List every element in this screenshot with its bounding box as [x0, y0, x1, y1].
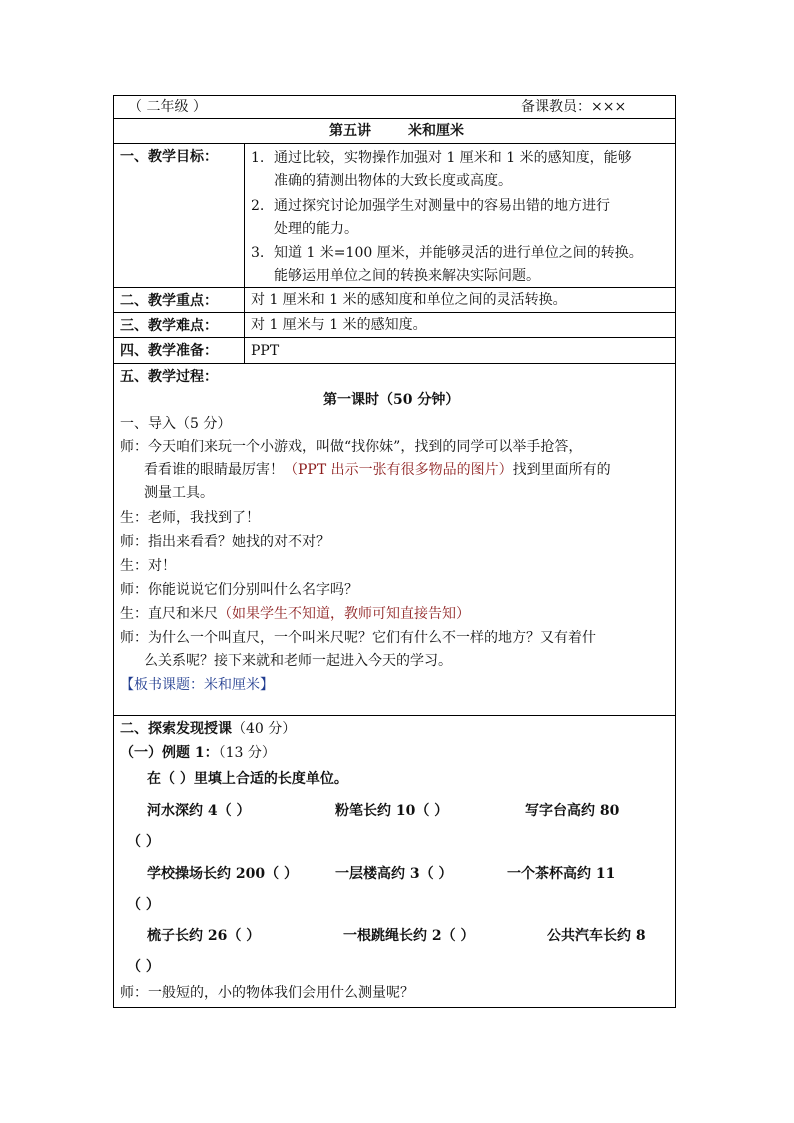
exercise-r2-c3: 一个茶杯高约 11 [507, 866, 616, 882]
exercise-r1-c1: 河水深约 4（ ） [147, 803, 251, 819]
grade-label: （ 二年级 ） [128, 99, 207, 115]
example-heading [120, 744, 276, 762]
exercise-r3-c3: 公共汽车长约 8 [547, 928, 646, 944]
teacher-line-1c: 测量工具。 [144, 485, 214, 501]
key-points-label: 二、教学重点： [114, 288, 245, 312]
preparation-label: 四、教学准备： [114, 338, 245, 363]
student-line-1: 生：老师，我找到了！ [120, 510, 260, 526]
lecture-number: 第五讲 [329, 123, 371, 139]
teacher-line-3: 师：你能说说它们分别叫什么名字吗？ [120, 582, 358, 598]
lecture-topic: 米和厘米 [408, 123, 464, 139]
objective-1-num: 1. [251, 150, 265, 166]
teacher-line-1a: 师：今天咱们来玩一个小游戏，叫做“找你妹”，找到的同学可以举手抢答， [120, 439, 583, 455]
process-label: 五、教学过程： [120, 369, 218, 385]
difficulties-row [114, 313, 675, 338]
student-line-2: 生：对！ [120, 558, 176, 574]
exercise-r1-tail: （ ） [127, 834, 160, 850]
objective-1-line-1: 通过比较，实物操作加强对 1 厘米和 1 米的感知度，能够 [274, 150, 632, 166]
student-line-3-text: 生：直尺和米尺 [120, 606, 218, 622]
title-row [114, 119, 675, 144]
key-points-row [114, 288, 675, 313]
preparation-row [114, 338, 675, 364]
student-line-3 [120, 605, 470, 623]
exercise-r2-tail: （ ） [127, 897, 160, 913]
objective-1-line-2: 准确的猜测出物体的大致长度或高度。 [274, 173, 512, 189]
objective-3-line-2: 能够运用单位之间的转换来解决实际问题。 [274, 268, 540, 284]
session-heading: 第一课时（50 分钟） [323, 392, 460, 408]
exercise-r2-c1: 学校操场长约 200（ ） [147, 866, 298, 882]
teacher-line-4a: 师：为什么一个叫直尺，一个叫米尺呢？它们有什么不一样的地方？又有着什 [120, 630, 596, 646]
teacher-line-1b-text: 看看谁的眼睛最厉害！ [144, 462, 284, 478]
teacher-line-4b: 么关系呢？接下来就和老师一起进入今天的学习。 [144, 653, 452, 669]
header-row [114, 96, 675, 119]
board-title: 【板书课题：米和厘米】 [120, 677, 274, 693]
objectives-body [245, 144, 675, 287]
teacher-line-1b-end: 找到里面所有的 [512, 462, 611, 478]
preparation-text: PPT [251, 343, 280, 359]
process-intro-row [114, 364, 675, 716]
difficulties-text: 对 1 厘米与 1 米的感知度。 [251, 317, 427, 333]
explore-heading-time: （40 分） [232, 721, 297, 737]
exercise-r3-c2: 一根跳绳长约 2（ ） [343, 928, 475, 944]
teacher-label: 备课教员：××× [521, 99, 627, 115]
intro-heading: 一、导入（5 分） [120, 416, 232, 432]
exercise-instruction: 在（ ）里填上合适的长度单位。 [147, 771, 348, 787]
key-points-text: 对 1 厘米和 1 米的感知度和单位之间的灵活转换。 [251, 292, 567, 308]
objective-3-num: 3. [251, 245, 265, 261]
example-heading-text: （一）例题 1： [120, 745, 219, 761]
teacher-line-1b [144, 461, 611, 479]
teacher-note: （如果学生不知道，教师可知直接告知） [218, 606, 470, 622]
ppt-note: （PPT 出示一张有很多物品的图片） [284, 462, 513, 478]
explore-heading-text: 二、探索发现授课 [120, 721, 232, 737]
objectives-row [114, 144, 675, 288]
objective-2-line-2: 处理的能力。 [274, 221, 358, 237]
objective-2-line-1: 通过探究讨论加强学生对测量中的容易出错的地方进行 [274, 198, 610, 214]
teacher-line-2: 师：指出来看看？她找的对不对？ [120, 534, 330, 550]
exercise-r3-c1: 梳子长约 26（ ） [147, 928, 261, 944]
lesson-plan-table [113, 95, 676, 1008]
objectives-label: 一、教学目标： [114, 144, 245, 287]
exercise-r3-tail: （ ） [127, 959, 160, 975]
example-heading-time: （13 分） [218, 745, 276, 761]
objective-2-num: 2. [251, 198, 265, 214]
difficulties-label: 三、教学难点： [114, 313, 245, 337]
explore-heading [120, 720, 296, 738]
exercise-r2-c2: 一层楼高约 3（ ） [335, 866, 453, 882]
closing-question: 师：一般短的，小的物体我们会用什么测量呢？ [120, 985, 414, 1001]
exercise-r1-c3: 写字台高约 80 [525, 803, 620, 819]
explore-row [114, 716, 675, 1009]
objective-3-line-1: 知道 1 米=100 厘米，并能够灵活的进行单位之间的转换。 [274, 245, 643, 261]
exercise-r1-c2: 粉笔长约 10（ ） [335, 803, 449, 819]
